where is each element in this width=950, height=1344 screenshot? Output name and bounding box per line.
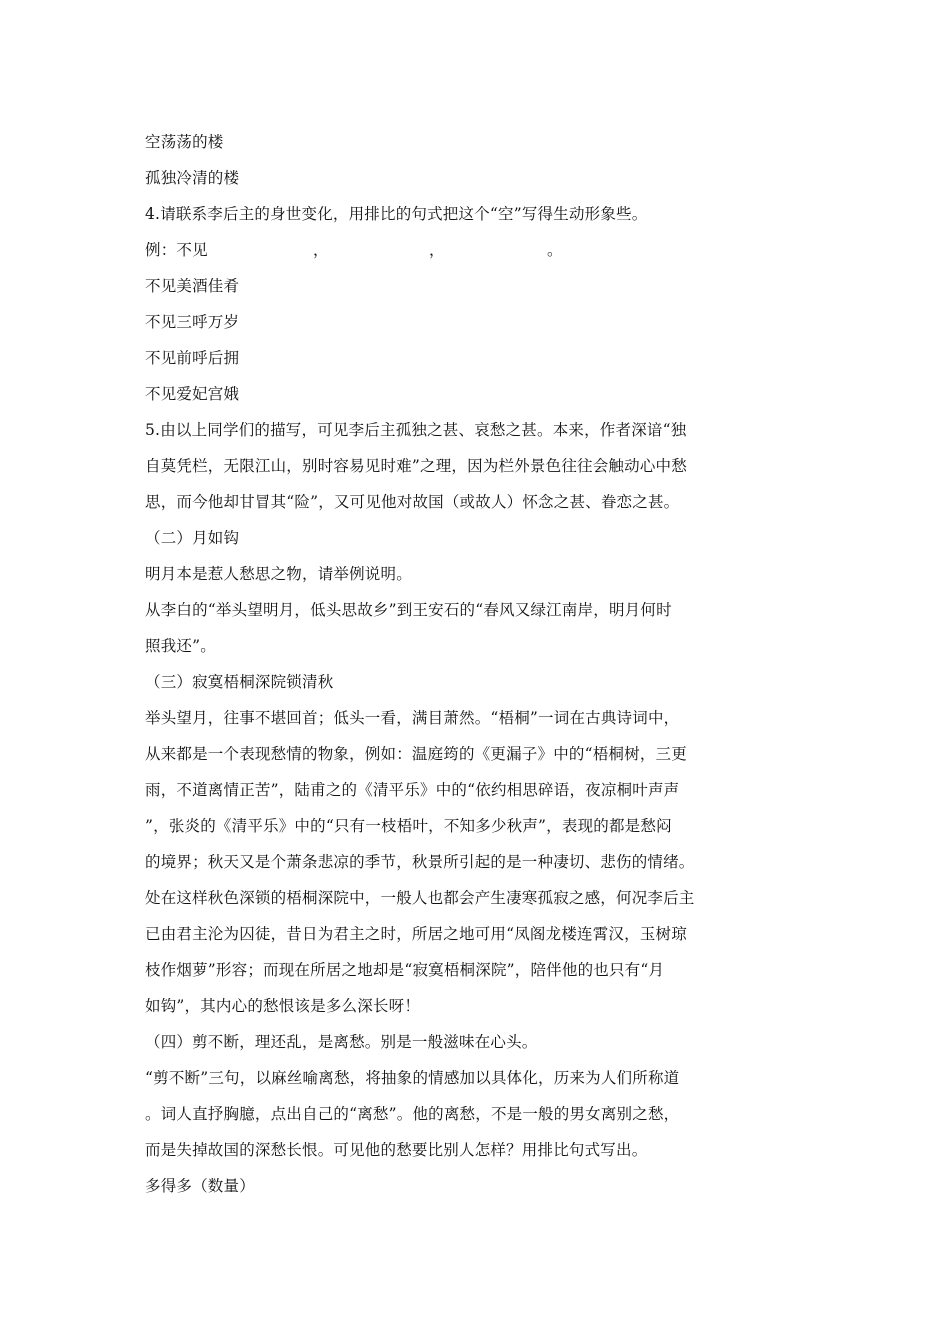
text-line: 自莫凭栏，无限江山，别时容易见时难”之理，因为栏外景色往往会触动心中愁 xyxy=(145,457,687,475)
text-line: 处在这样秋色深锁的梧桐深院中，一般人也都会产生凄寒孤寂之感，何况李后主 xyxy=(145,889,695,907)
text-line: 多得多（数量） xyxy=(145,1177,255,1195)
example-comma-2: ， xyxy=(429,241,445,259)
question-4: 4.请联系李后主的身世变化，用排比的句式把这个“空”写得生动形象些。 xyxy=(145,205,648,223)
text-line: 孤独冷清的楼 xyxy=(145,169,240,187)
document-body xyxy=(145,124,745,1204)
text-line: 从李白的“举头望明月，低头思故乡”到王安石的“春风又绿江南岸，明月何时 xyxy=(145,601,672,619)
text-line: 空荡荡的楼 xyxy=(145,133,224,151)
text-line: 已由君主沦为囚徒，昔日为君主之时，所居之地可用“凤阁龙楼连霄汉，玉树琼 xyxy=(145,925,687,943)
text-line: ”，张炎的《清平乐》中的“只有一枝梧叶，不知多少秋声”，表现的都是愁闷 xyxy=(145,817,672,835)
example-prefix: 例：不见 xyxy=(145,241,208,259)
section-heading: （三）寂寞梧桐深院锁清秋 xyxy=(145,673,334,691)
text-line: 而是失掉故国的深愁长恨。可见他的愁要比别人怎样？用排比句式写出。 xyxy=(145,1141,648,1159)
text-line: 从来都是一个表现愁情的物象，例如：温庭筠的《更漏子》中的“梧桐树，三更 xyxy=(145,745,687,763)
text-line: 。词人直抒胸臆，点出自己的“离愁”。他的离愁，不是一般的男女离别之愁， xyxy=(145,1105,680,1123)
section-heading: （四）剪不断，理还乱，是离愁。别是一般滋味在心头。 xyxy=(145,1033,538,1051)
text-line: 雨，不道离情正苦”，陆甫之的《清平乐》中的“依约相思碎语，夜凉桐叶声声 xyxy=(145,781,680,799)
text-line: 不见美酒佳肴 xyxy=(145,277,240,295)
text-line: 举头望月，往事不堪回首；低头一看，满目萧然。“梧桐”一词在古典诗词中， xyxy=(145,709,680,727)
section-heading: （二）月如钩 xyxy=(145,529,240,547)
text-line: 不见爱妃宫娥 xyxy=(145,385,240,403)
text-line: 明月本是惹人愁思之物，请举例说明。 xyxy=(145,565,412,583)
text-line: “剪不断”三句，以麻丝喻离愁，将抽象的情感加以具体化，历来为人们所称道 xyxy=(145,1069,680,1087)
text-line: 不见三呼万岁 xyxy=(145,313,240,331)
text-line: 的境界；秋天又是个萧条悲凉的季节，秋景所引起的是一种凄切、悲伤的情绪。 xyxy=(145,853,695,871)
text-line: 枝作烟萝”形容；而现在所居之地却是“寂寞梧桐深院”，陪伴他的也只有“月 xyxy=(145,961,665,979)
example-period: 。 xyxy=(547,241,563,259)
text-line: 思，而今他却甘冒其“险”，又可见他对故国（或故人）怀念之甚、眷恋之甚。 xyxy=(145,493,680,511)
text-line: 照我还”。 xyxy=(145,637,216,655)
text-line: 如钩”，其内心的愁恨该是多么深长呀！ xyxy=(145,997,421,1015)
text-line: 不见前呼后拥 xyxy=(145,349,240,367)
example-comma-1: ， xyxy=(313,241,329,259)
example-line xyxy=(145,232,745,268)
question-5: 5.由以上同学们的描写，可见李后主孤独之甚、哀愁之甚。本来，作者深谙“独 xyxy=(145,421,687,439)
